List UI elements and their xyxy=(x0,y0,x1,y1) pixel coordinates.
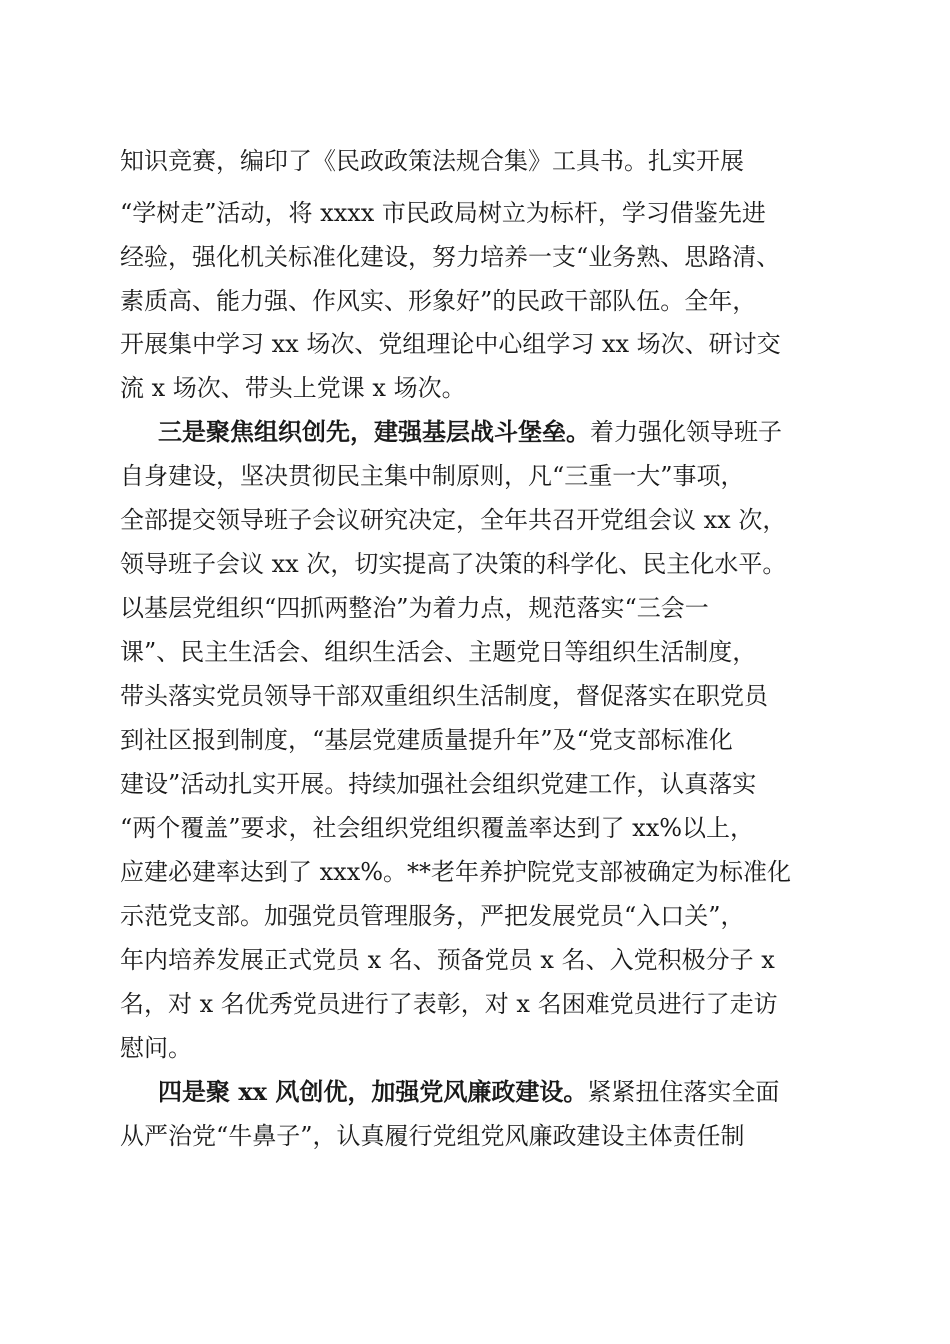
text-line: 年内培养发展正式党员 x 名、预备党员 x 名、入党积极分子 x xyxy=(120,946,775,974)
text-line: “两个覆盖”要求，社会组织党组织覆盖率达到了 xx%以上， xyxy=(120,814,755,842)
text-line: 以基层党组织“四抓两整治”为着力点，规范落实“三会一 xyxy=(120,594,709,622)
paragraph-first-line xyxy=(158,418,782,446)
text-line: 自身建设，坚决贯彻民主集中制原则，凡“三重一大”事项， xyxy=(120,462,745,490)
text-line: 带头落实党员领导干部双重组织生活制度，督促落实在职党员 xyxy=(120,682,768,710)
text-line: 慰问。 xyxy=(120,1034,192,1062)
text-line: 到社区报到制度，“基层党建质量提升年”及“党支部标准化 xyxy=(120,726,733,754)
text-line: 课”、民主生活会、组织生活会、主题党日等组织生活制度， xyxy=(120,638,757,666)
paragraph-first-line xyxy=(158,1078,779,1106)
paragraph-heading: 四是聚 xx 风创优，加强党风廉政建设。 xyxy=(158,1077,588,1106)
text-line: 示范党支部。加强党员管理服务，严把发展党员“入口关”， xyxy=(120,902,745,930)
text-line: 全部提交领导班子会议研究决定，全年共召开党组会议 xx 次， xyxy=(120,506,787,534)
text-line: “学树走”活动，将 xxxx 市民政局树立为标杆，学习借鉴先进 xyxy=(120,199,766,227)
text-line: 经验，强化机关标准化建设，努力培养一支“业务熟、思路清、 xyxy=(120,243,781,271)
text-line: 流 x 场次、带头上党课 x 场次。 xyxy=(120,374,466,402)
text-line: 素质高、能力强、作风实、形象好”的民政干部队伍。全年， xyxy=(120,287,757,315)
text-line: 开展集中学习 xx 场次、党组理论中心组学习 xx 场次、研讨交 xyxy=(120,330,781,358)
paragraph-heading: 三是聚焦组织创先，建强基层战斗堡垒。 xyxy=(158,417,590,446)
text-line: 建设”活动扎实开展。持续加强社会组织党建工作，认真落实 xyxy=(120,770,757,798)
text-line: 领导班子会议 xx 次，切实提高了决策的科学化、民主化水平。 xyxy=(120,550,787,578)
paragraph-text: 紧紧扭住落实全面 xyxy=(587,1078,780,1106)
text-line: 从严治党“牛鼻子”，认真履行党组党风廉政建设主体责任制 xyxy=(120,1122,745,1150)
text-line: 应建必建率达到了 xxx%。**老年养护院党支部被确定为标准化 xyxy=(120,858,792,886)
text-line: 名，对 x 名优秀党员进行了表彰，对 x 名困难党员进行了走访 xyxy=(120,990,778,1018)
paragraph-text: 着力强化领导班子 xyxy=(590,418,782,446)
text-line: 知识竞赛，编印了《民政政策法规合集》工具书。扎实开展 xyxy=(120,147,744,175)
